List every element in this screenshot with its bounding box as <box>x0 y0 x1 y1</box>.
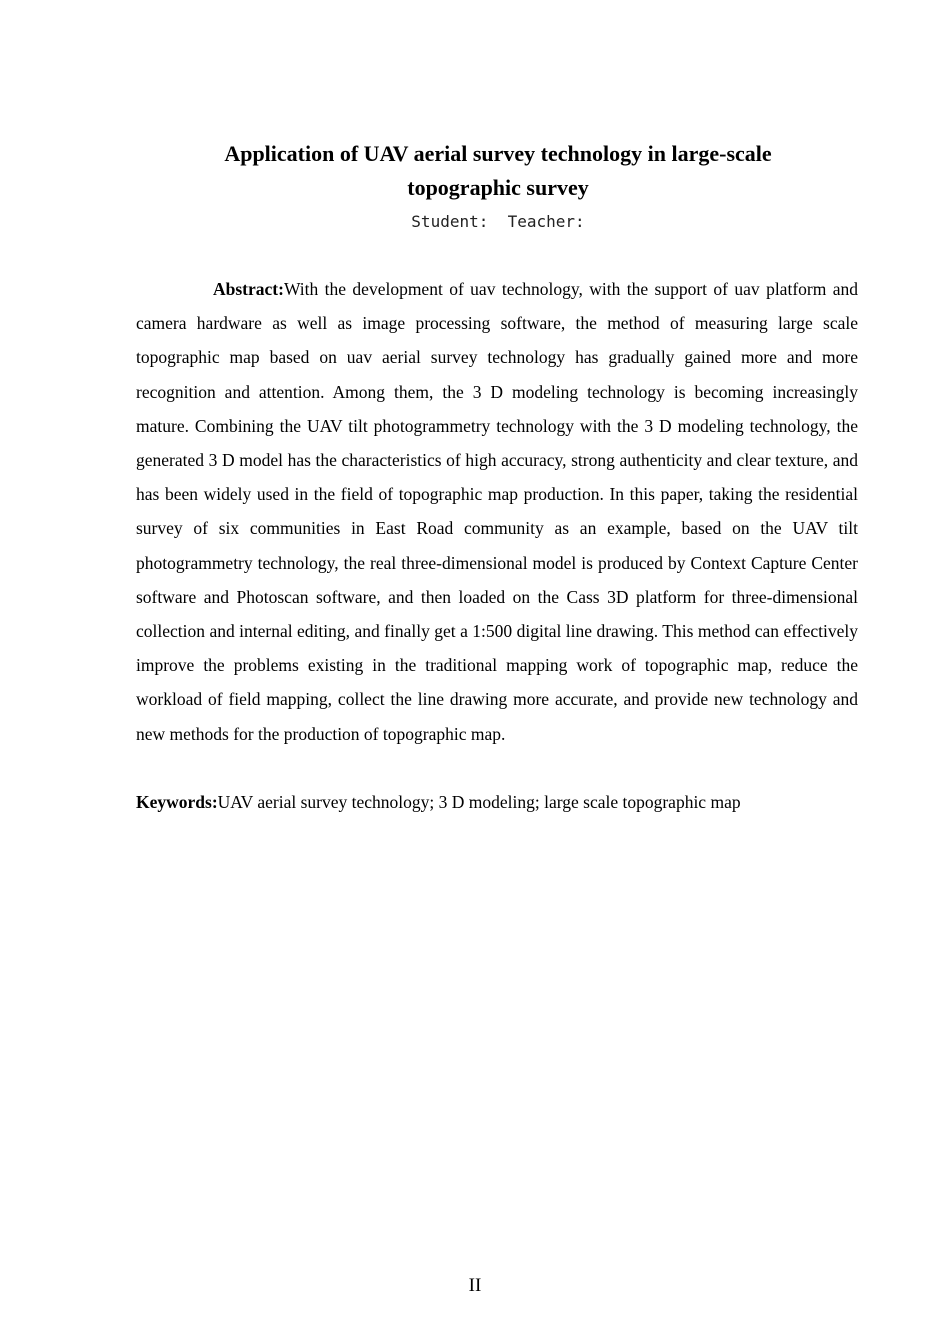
abstract-label: Abstract: <box>213 279 284 299</box>
title-line-1: Application of UAV aerial survey technology in large-scale <box>224 141 772 166</box>
abstract-text: With the development of uav technology, with the support of uav platform and camera hardware as well as image processing software, the method of measuring large scale topographic map based on uav aerial survey technology has gradually gained more and more recognition and attention. Among them, the 3 D modeling technology is becoming increasingly mature. Combining the UAV tilt photogrammetry technology with the 3 D modeling technology, the generated 3 D model has the characteristics of high accuracy, strong authenticity and clear texture, and has been widely used in the field of topographic map production. In this paper, taking the residential survey of six communities in East Road community as an example, based on the UAV tilt photogrammetry technology, the real three-dimensional model is produced by Context Capture Center software and Photoscan software, and then loaded on the Cass 3D platform for three-dimensional collection and internal editing, and finally get a 1:500 digital line drawing. This method can effectively improve the problems existing in the traditional mapping work of topographic map, reduce the workload of field mapping, collect the line drawing more accurate, and provide new technology and new methods for the production of topographic map. <box>136 279 858 744</box>
keywords-paragraph <box>136 787 858 817</box>
abstract-paragraph <box>136 272 858 751</box>
document-title <box>150 137 846 205</box>
title-line-2: topographic survey <box>407 175 589 200</box>
page-number: II <box>468 1275 482 1296</box>
author-byline: Student: Teacher: <box>411 212 585 231</box>
keywords-text: UAV aerial survey technology; 3 D modeling; large scale topographic map <box>217 792 741 812</box>
keywords-label: Keywords: <box>136 792 218 812</box>
